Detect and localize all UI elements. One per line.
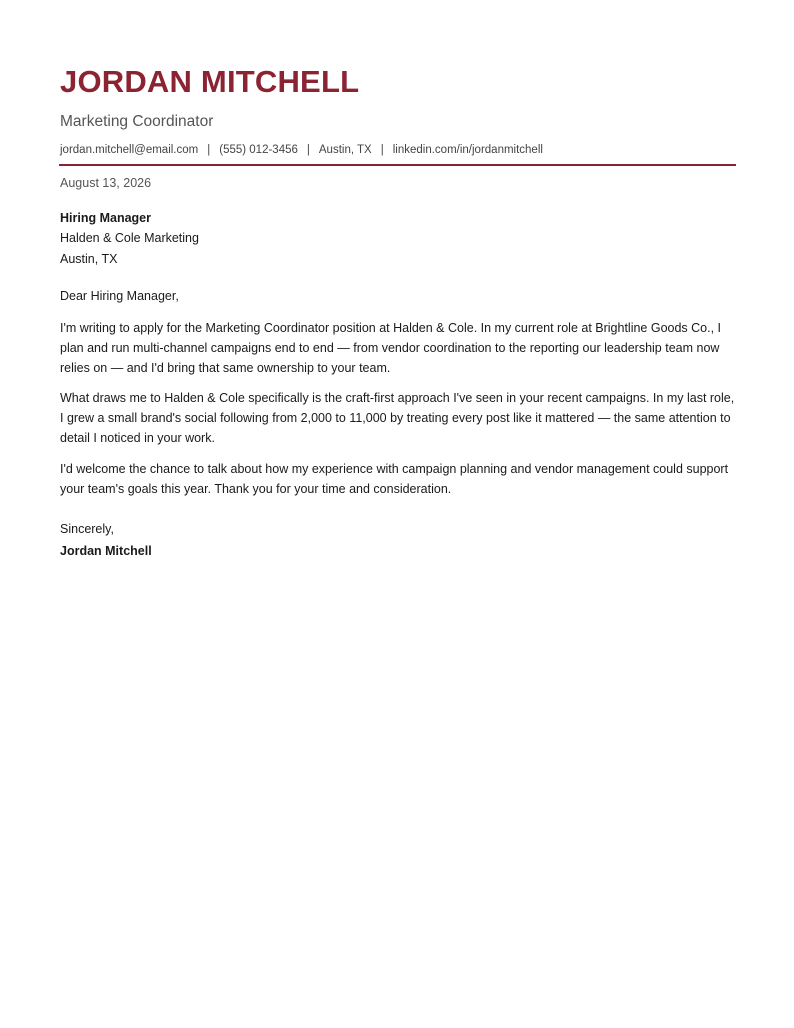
signature-name: Jordan Mitchell	[60, 544, 152, 558]
closing-block	[60, 518, 152, 562]
recipient-name: Hiring Manager	[60, 211, 151, 225]
contact-linkedin: linkedin.com/in/jordanmitchell	[392, 144, 543, 156]
job-title: Marketing Coordinator	[60, 113, 214, 130]
body-paragraph: What draws me to Halden & Cole specifically is the craft-first approach I've seen in your recent campaigns. In my last role, I grew a small brand's social following from 2,000 to 11,000 by treating every post like it mattered — the same attention to detail I noticed in your work.	[60, 391, 735, 445]
applicant-name: JORDAN MITCHELL	[60, 64, 360, 99]
contact-line	[60, 143, 543, 158]
contact-phone: (555) 012-3456	[219, 144, 298, 156]
contact-separator: |	[207, 144, 211, 156]
letter-date: August 13, 2026	[60, 176, 152, 190]
contact-separator: |	[306, 144, 310, 156]
recipient-location: Austin, TX	[60, 251, 118, 266]
closing-phrase: Sincerely,	[60, 522, 114, 536]
recipient-company: Halden & Cole Marketing	[60, 231, 199, 246]
body-paragraph: I'm writing to apply for the Marketing Coordinator position at Halden & Cole. In my current role at Brightline Goods Co., I plan and run multi-channel campaigns end to end — from vendor coordination to the reporting our leadership team now relies on — and I'd bring that same ownership to your team.	[60, 321, 722, 375]
header-divider	[59, 164, 736, 166]
contact-email: jordan.mitchell@email.com	[60, 144, 199, 156]
recipient-block	[60, 208, 199, 269]
contact-location: Austin, TX	[318, 144, 372, 156]
body-paragraph: I'd welcome the chance to talk about how my experience with campaign planning and vendor management could support your team's goals this year. Thank you for your time and consideration.	[60, 462, 729, 496]
contact-separator: |	[380, 144, 384, 156]
salutation: Dear Hiring Manager,	[60, 289, 179, 303]
